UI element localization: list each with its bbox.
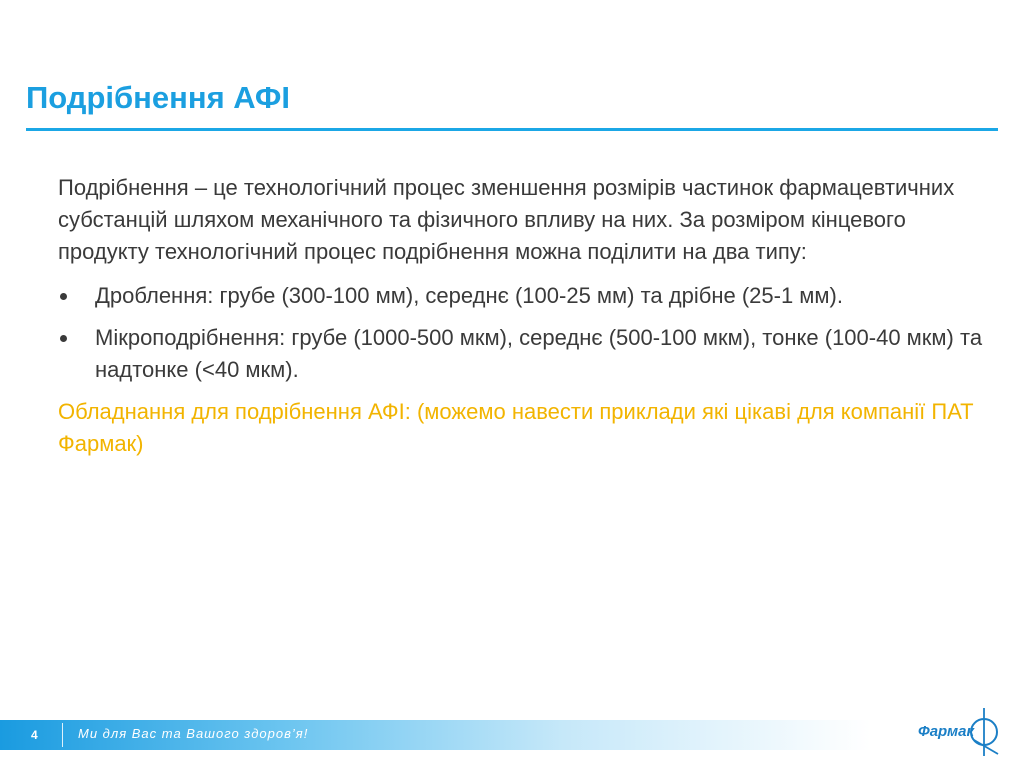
footer-bar bbox=[0, 720, 1024, 750]
bullet-text: Мікроподрібнення: грубе (1000-500 мкм), середнє (500-100 мкм), тонке (100-40 мкм) та надтонке (<40 мкм). bbox=[95, 325, 983, 382]
title-underline bbox=[26, 128, 998, 131]
bullet-item bbox=[58, 322, 988, 386]
bullet-dot-icon bbox=[60, 293, 67, 300]
slide-title: Подрібнення АФІ bbox=[26, 80, 290, 115]
page-number: 4 bbox=[31, 728, 38, 742]
bullet-list bbox=[58, 280, 988, 386]
bullet-dot-icon bbox=[60, 335, 67, 342]
footer-slogan: Ми для Вас та Вашого здоров’я! bbox=[78, 726, 309, 741]
bullet-item bbox=[58, 280, 988, 312]
logo-wordmark: Фармак bbox=[918, 723, 975, 740]
equipment-note: Обладнання для подрібнення АФІ: (можемо навести приклади які цікаві для компанії ПАТ Фармак) bbox=[58, 399, 974, 456]
intro-paragraph: Подрібнення – це технологічний процес зменшення розмірів частинок фармацевтичних субстанцій шляхом механічного та фізичного впливу на них. За розміром кінцевого продукту технологічний процес подрібнення можна поділити на два типу: bbox=[58, 175, 955, 264]
company-logo bbox=[916, 704, 1000, 758]
slide-content bbox=[58, 172, 988, 460]
bullet-text: Дроблення: грубе (300-100 мм), середнє (100-25 мм) та дрібне (25-1 мм). bbox=[95, 283, 843, 308]
footer-divider bbox=[62, 723, 63, 747]
